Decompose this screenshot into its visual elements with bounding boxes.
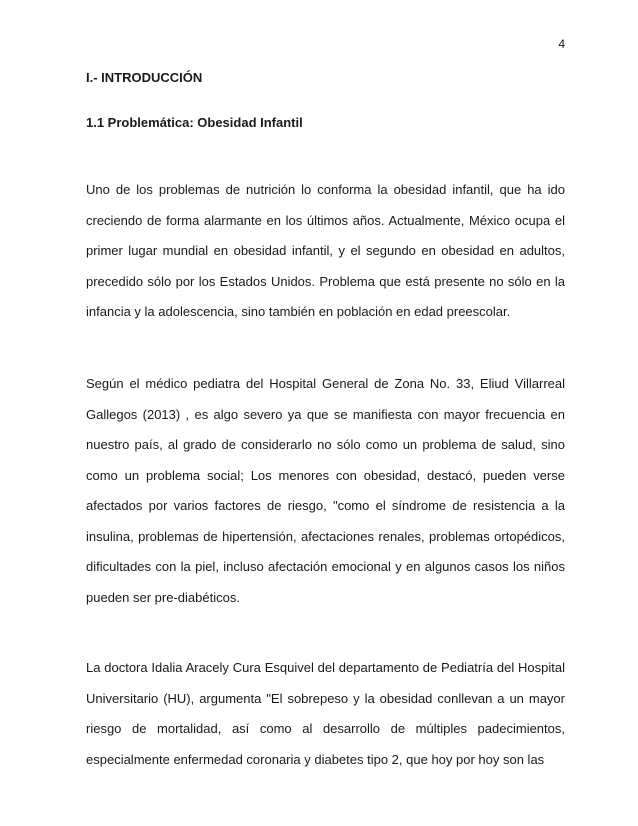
paragraph-pediatrician-quote: Según el médico pediatra del Hospital General de Zona No. 33, Eliud Villarreal Gallegos (2013) , es algo severo ya que se manifiesta con mayor frecuencia en nuestro país, al grado de considerarlo no sólo como un problema de salud, sino como un problema social; Los menores con obesidad, destacó, pueden verse afectados por varios factores de riesgo, "como el síndrome de resistencia a la insulina, problemas de hipertensión, afectaciones renales, problemas ortopédicos, dificultades con la piel, incluso afectación emocional y en algunos casos los niños pueden ser pre-diabéticos. bbox=[86, 376, 565, 605]
paragraph-obesity-problem: Uno de los problemas de nutrición lo conforma la obesidad infantil, que ha ido creciendo de forma alarmante en los últimos años. Actualmente, México ocupa el primer lugar mundial en obesidad infantil, y el segundo en obesidad en adultos, precedido sólo por los Estados Unidos. Problema que está presente no sólo en la infancia y la adolescencia, sino también en población en edad preescolar. bbox=[86, 182, 565, 319]
subsection-title: 1.1 Problemática: Obesidad Infantil bbox=[86, 115, 303, 130]
page-number: 4 bbox=[558, 37, 565, 51]
paragraph-hospital-doctor: La doctora Idalia Aracely Cura Esquivel del departamento de Pediatría del Hospital Universitario (HU), argumenta "El sobrepeso y la obesidad conllevan a un mayor riesgo de mortalidad, así como al desarrollo de múltiples padecimientos, especialmente enfermedad coronaria y diabetes tipo 2, que hoy por hoy son las bbox=[86, 660, 565, 767]
section-title: I.- INTRODUCCIÓN bbox=[86, 70, 203, 85]
